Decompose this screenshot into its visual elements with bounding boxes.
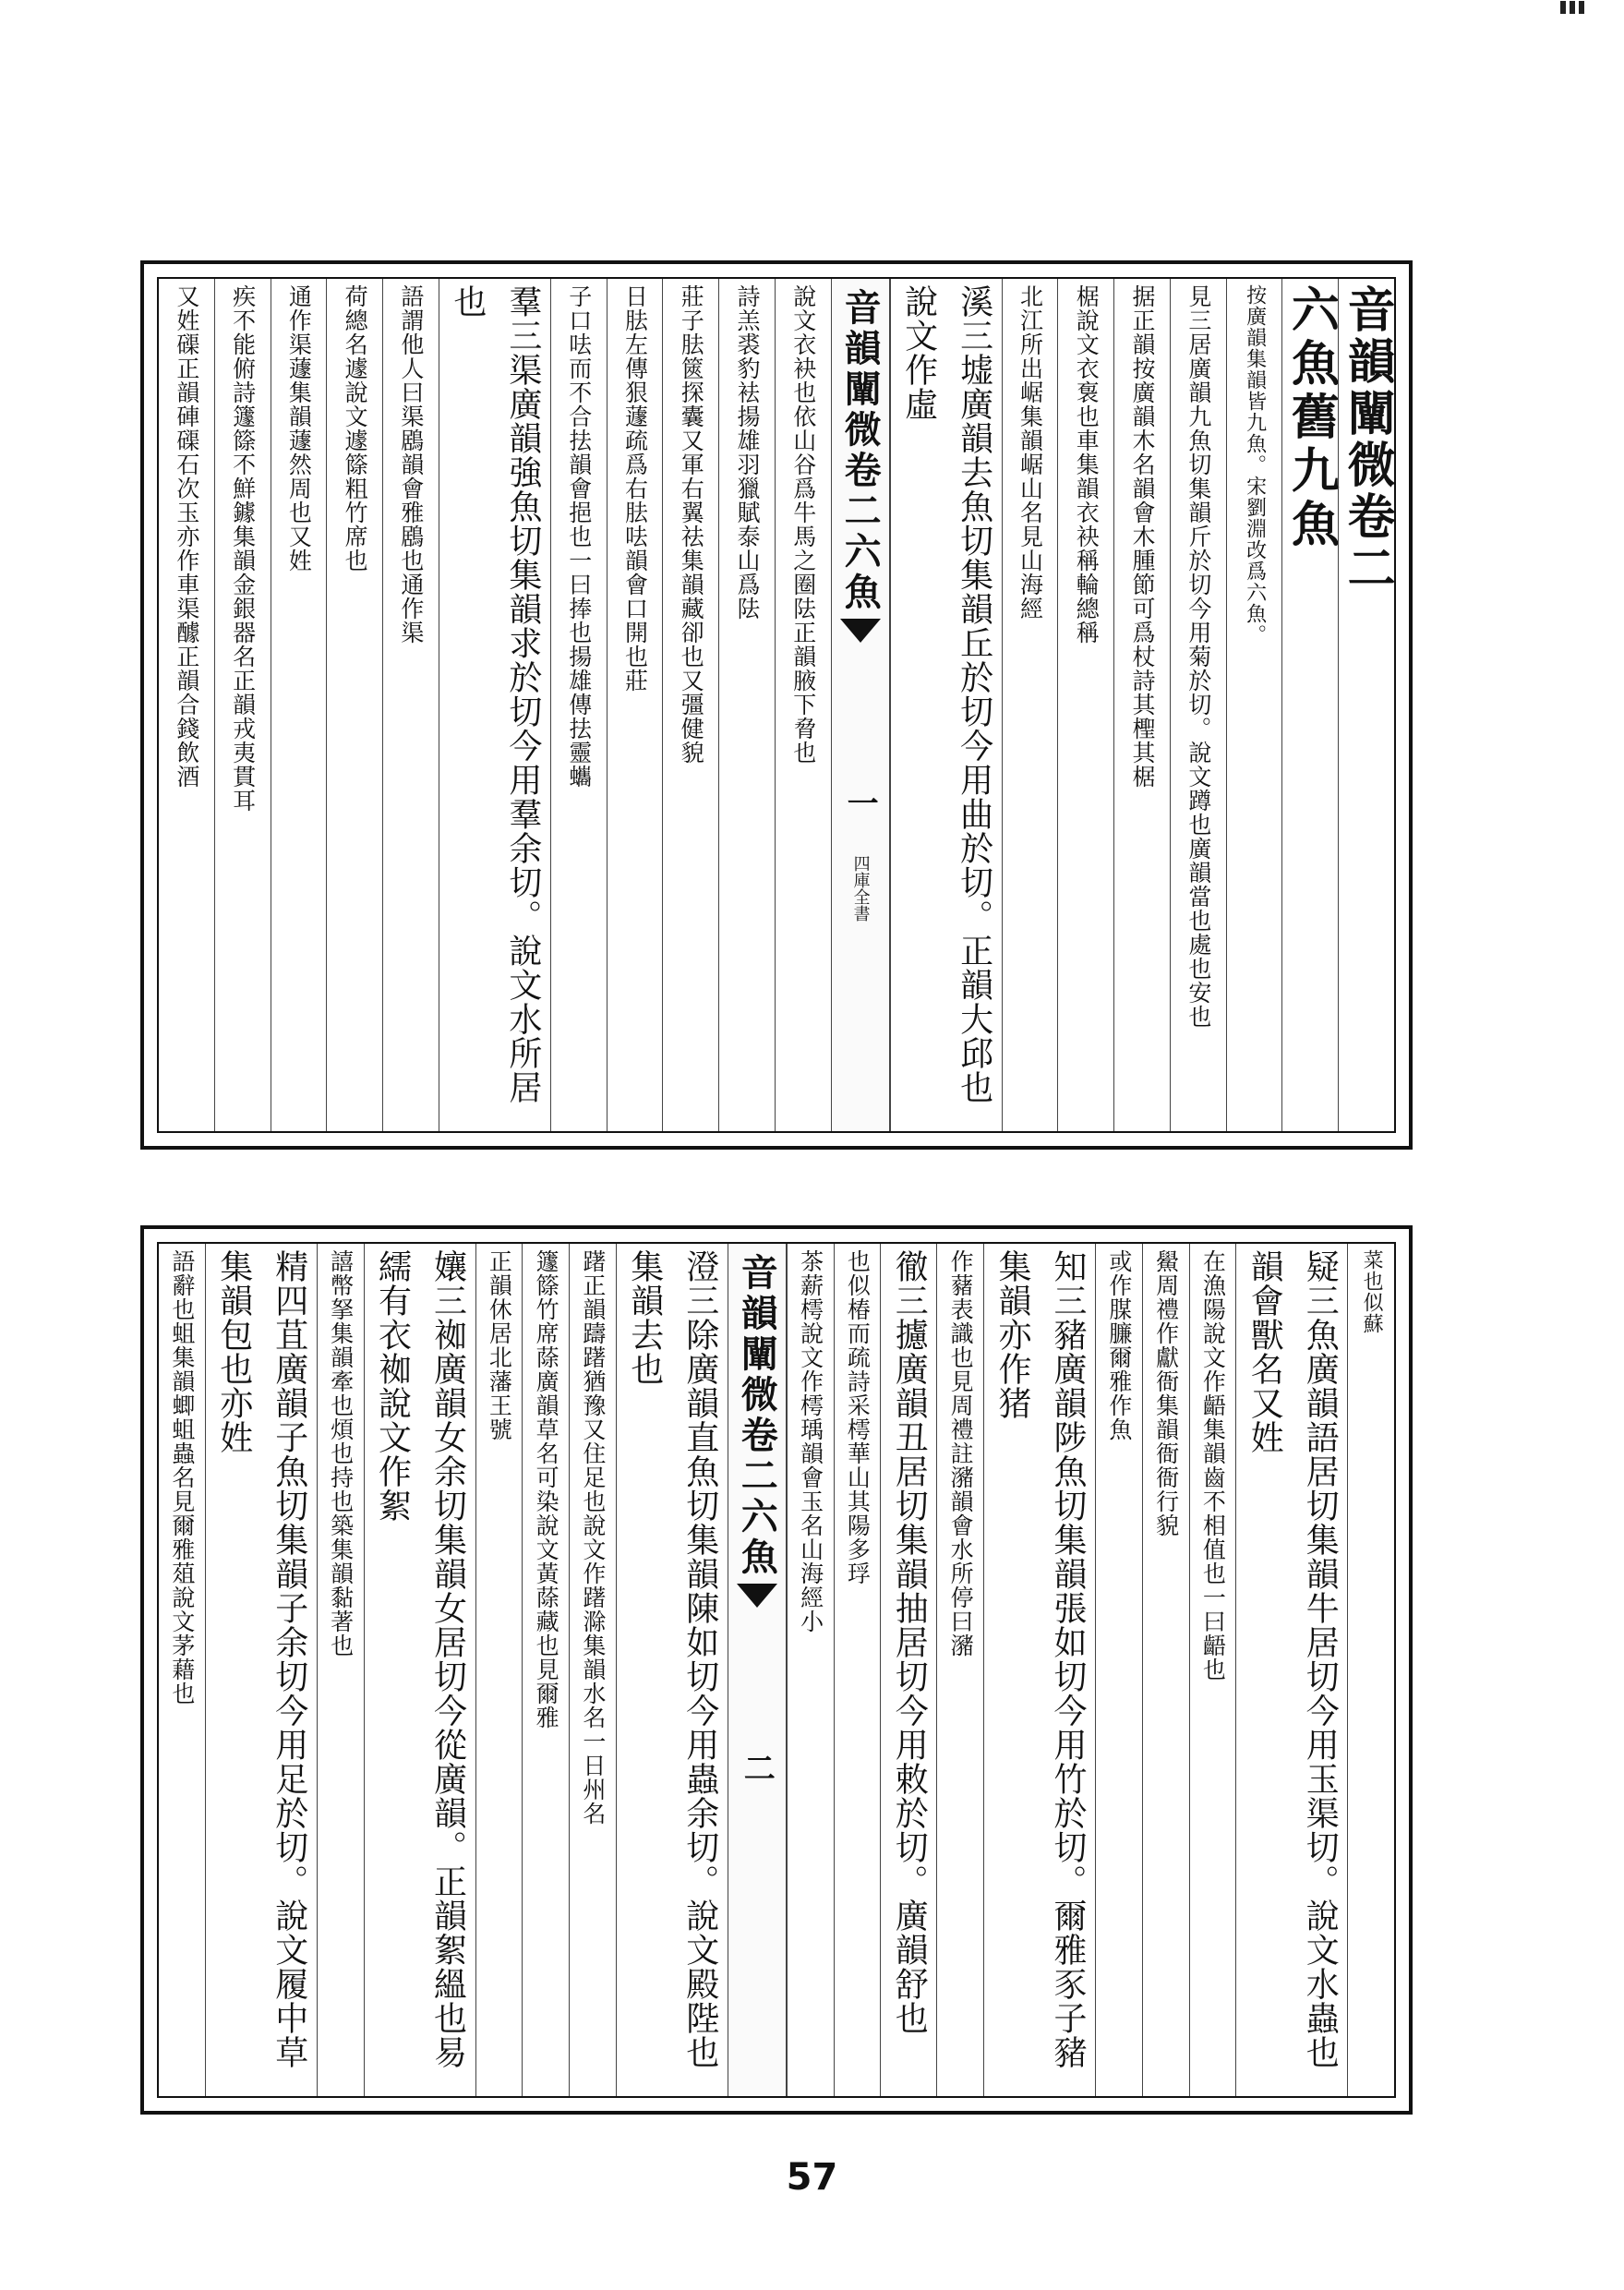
column-text: 溪三墟廣韻去魚切集韻丘於切今用曲於切。正韻大邱也說文作虛 (899, 284, 993, 1104)
column-text: 据正韻按廣韻木名韻會木腫節可爲杖詩其檉其椐 (1129, 284, 1157, 789)
column-text: 孃三袽廣韻女余切集韻女居切今從廣韻。正韻絮縕也易繻有衣袽說文作絮 (373, 1249, 467, 2069)
column-text: 椐說文衣袌也車集韻衣袂稱輪總稱 (1073, 284, 1101, 645)
column-text: 知三豬廣韻陟魚切集韻張如切今用竹於切。爾雅豕子豬集韻亦作猪 (993, 1249, 1087, 2069)
column-text: 徹三攄廣韻丑居切集韻抽居切今用敕於切。廣韻舒也 (890, 1249, 929, 2035)
top-page-column-13 (607, 279, 663, 1131)
top-page-column-18 (271, 279, 327, 1131)
bottom-page-column-13 (569, 1244, 616, 2096)
bottom-page-column-12 (616, 1244, 728, 2096)
running-title: 音韻闡微卷二六魚 (735, 1253, 779, 1578)
column-text: 在漁陽說文作齬集韻齒不相值也一曰齬也 (1199, 1249, 1227, 1681)
bottom-page-column-6 (983, 1244, 1095, 2096)
top-page-column-12 (662, 279, 718, 1131)
bottom-page-column-17 (317, 1244, 364, 2096)
top-book-page (140, 260, 1413, 1150)
top-page-column-17 (326, 279, 382, 1131)
leaf-number: 二 (738, 1752, 776, 1783)
top-page-column-1 (1338, 279, 1394, 1131)
column-text: 澄三除廣韻直魚切集韻陳如切今用蟲余切。說文殿陛也集韻去也 (625, 1249, 719, 2069)
top-page-column-14 (550, 279, 607, 1131)
column-text: 羣三渠廣韻強魚切集韻求於切今用羣余切。說文水所居也 (448, 284, 542, 1104)
top-page-column-7 (1002, 279, 1058, 1131)
fish-tail-mark-icon (840, 619, 881, 643)
top-page-column-16 (382, 279, 439, 1131)
bottom-page-column-8 (880, 1244, 936, 2096)
top-page-column-6 (1057, 279, 1113, 1131)
bottom-page-column-19 (159, 1244, 205, 2096)
bottom-page-column-16 (364, 1244, 475, 2096)
top-page-column-10 (775, 279, 831, 1131)
column-text: 莊子胠篋探囊又軍右翼祛集韻藏卻也又彊健貌 (678, 284, 705, 765)
top-page-column-11 (718, 279, 775, 1131)
column-text: 疑三魚廣韻語居切集韻牛居切今用玉渠切。說文水蟲也韻會獸名又姓 (1245, 1249, 1340, 2069)
bottom-page-fold-center (728, 1244, 787, 2096)
column-text: 日胠左傳狠蘧疏爲右胠呿韻會口開也莊 (621, 284, 649, 693)
column-text: 籧篨竹席蒢廣韻草名可染說文黃蒢藏也見爾雅 (533, 1249, 560, 1730)
bottom-page-column-2 (1235, 1244, 1347, 2096)
bottom-page-column-14 (522, 1244, 569, 2096)
column-text: 或作腜臁爾雅作魚 (1105, 1249, 1133, 1441)
bottom-page-column-9 (834, 1244, 881, 2096)
column-text: 北江所出崌集韻崌山名見山海經 (1017, 284, 1044, 621)
column-text: 六魚舊九魚 (1282, 284, 1340, 552)
page-number: 57 (786, 2156, 838, 2199)
column-text: 語謂他人曰渠鶋韻會雅鶋也通作渠 (397, 284, 425, 645)
column-text: 通作渠蘧集韻蘧然周也又姓 (285, 284, 313, 572)
top-page-column-3 (1226, 279, 1282, 1131)
column-text: 躇正韻躊躇猶豫又住足也說文作躇滁集韻水名一日州名 (579, 1249, 607, 1826)
column-text: 正韻休居北藩王號 (486, 1249, 513, 1441)
column-text: 見三居廣韻九魚切集韻斤於切今用菊於切。說文蹲也廣韻當也處也安也 (1185, 284, 1212, 1029)
column-text: 語辭也蛆集韻蝍蛆蟲名見爾雅葅說文茅藉也 (168, 1249, 196, 1705)
column-text: 精四苴廣韻子魚切集韻子余切今用足於切。說文履中草集韻包也亦姓 (214, 1249, 308, 2069)
column-text: 詩羔裘豹袪揚雄羽獵賦泰山爲阹 (733, 284, 761, 621)
bottom-page-column-18 (205, 1244, 317, 2096)
column-text: 子口呿而不合抾韻會挹也一曰捧也揚雄傳抾靈蠵 (565, 284, 593, 789)
bottom-page-column-5 (1095, 1244, 1142, 2096)
running-title: 音韻闡微卷二六魚 (838, 288, 883, 613)
library-stamp: 四庫全書 (850, 855, 871, 922)
column-text: 又姓磲正韻硨磲石次玉亦作車渠醵正韻合錢飲酒 (173, 284, 200, 789)
bottom-book-page (140, 1225, 1413, 2115)
column-text: 鱟周禮作獻衙集韻衙衙行貌 (1152, 1249, 1180, 1537)
column-text: 譆幣拏集韻牽也煩也持也築集韻黏著也 (327, 1249, 355, 1657)
column-text: 菜也似蘇 (1360, 1249, 1384, 1334)
column-text: 也似椿而疏詩采樗華山其陽多琈 (844, 1249, 872, 1585)
column-text: 疾不能俯詩籧篨不鮮鐻集韻金銀器名正韻戎夷貫耳 (229, 284, 257, 813)
top-page-frame (157, 277, 1396, 1133)
bottom-page-column-3 (1189, 1244, 1236, 2096)
top-page-column-8 (890, 279, 1002, 1131)
column-text: 說文衣袂也依山谷爲牛馬之圈阹正韻腋下脅也 (789, 284, 817, 765)
bottom-page-column-15 (475, 1244, 523, 2096)
bottom-page-column-4 (1142, 1244, 1189, 2096)
bottom-page-column-1 (1347, 1244, 1394, 2096)
bottom-page-columns (159, 1244, 1394, 2096)
top-page-columns (159, 279, 1394, 1131)
top-page-column-4 (1170, 279, 1226, 1131)
fish-tail-mark-icon (737, 1584, 777, 1608)
top-page-column-5 (1113, 279, 1170, 1131)
column-text: 音韻闡微卷二 (1339, 284, 1396, 595)
bottom-page-column-10 (787, 1244, 834, 2096)
bottom-page-column-7 (936, 1244, 983, 2096)
top-page-column-2 (1281, 279, 1338, 1131)
leaf-number: 一 (841, 787, 879, 818)
top-page-fold-center (831, 279, 890, 1131)
column-text: 茶薪樗說文作樗瑀韻會玉名山海經小 (797, 1249, 824, 1633)
column-text: 按廣韻集韻皆九魚。宋劉淵改爲六魚。 (1243, 284, 1267, 645)
column-text: 作藸表識也見周禮註瀦韻會水所停曰瀦 (947, 1249, 975, 1657)
corner-binding-mark (1560, 0, 1616, 20)
top-page-column-20 (159, 279, 214, 1131)
top-page-column-19 (214, 279, 271, 1131)
bottom-page-frame (157, 1242, 1396, 2098)
top-page-column-15 (439, 279, 550, 1131)
column-text: 荷總名遽說文遽篨粗竹席也 (342, 284, 369, 572)
